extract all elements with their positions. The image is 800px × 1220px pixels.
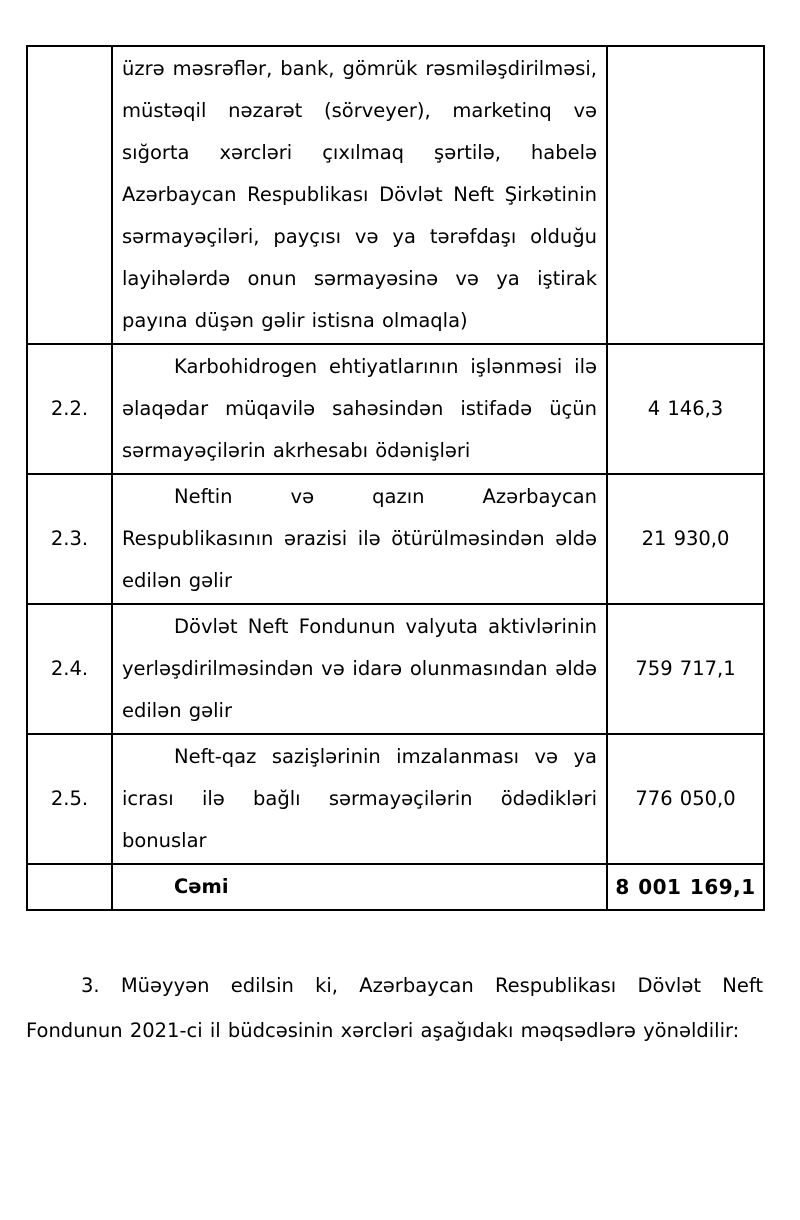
- row-description-cell: Neftin və qazın Azərbaycan Respublikasının ərazisi ilə ötürülməsindən əldə edilən gəlir: [112, 474, 607, 604]
- table-row-2-3: [27, 474, 764, 604]
- row-number-cell: 2.4.: [27, 604, 112, 734]
- row-number-cell: 2.5.: [27, 734, 112, 864]
- row-value-cell: 21 930,0: [607, 474, 764, 604]
- row-number-cell: 2.3.: [27, 474, 112, 604]
- total-value-cell: 8 001 169,1: [607, 864, 764, 910]
- row-number-cell: 2.2.: [27, 344, 112, 474]
- table-row-2-2: [27, 344, 764, 474]
- row-value-cell: 776 050,0: [607, 734, 764, 864]
- row-description-cell: Dövlət Neft Fondunun valyuta aktivlərinin yerləşdirilməsindən və idarə olunmasından əldə edilən gəlir: [112, 604, 607, 734]
- table-total-row: [27, 864, 764, 910]
- table-row-continuation: [27, 46, 764, 344]
- row-description-cell: Karbohidrogen ehtiyatlarının işlənməsi ilə əlaqədar müqavilə sahəsindən istifadə üçün sərmayəçilərin akrhesabı ödənişləri: [112, 344, 607, 474]
- row-value-cell: 4 146,3: [607, 344, 764, 474]
- total-number-cell: [27, 864, 112, 910]
- budget-table: [26, 45, 765, 911]
- document-page: [26, 45, 763, 1053]
- row-value-cell: 759 717,1: [607, 604, 764, 734]
- row-description-cell: Neft-qaz sazişlərinin imzalanması və ya icrası ilə bağlı sərmayəçilərin ödədikləri bonuslar: [112, 734, 607, 864]
- paragraph-section-3: 3. Müəyyən edilsin ki, Azərbaycan Respublikası Dövlət Neft Fondunun 2021-ci il büdcəsinin xərcləri aşağıdakı məqsədlərə yönəldilir:: [26, 974, 763, 1042]
- total-label-cell: Cəmi: [112, 864, 607, 910]
- row-description-cell: üzrə məsrəflər, bank, gömrük rəsmiləşdirilməsi, müstəqil nəzarət (sörveyer), marketinq və sığorta xərcləri çıxılmaq şərtilə, habelə Azərbaycan Respublikası Dövlət Neft Şirkətinin sərmayəçiləri, payçısı və ya tərəfdaşı olduğu layihələrdə onun sərmayəsinə və ya iştirak payına düşən gəlir istisna olmaqla): [112, 46, 607, 344]
- row-value-cell: [607, 46, 764, 344]
- table-row-2-4: [27, 604, 764, 734]
- row-number-cell: [27, 46, 112, 344]
- table-row-2-5: [27, 734, 764, 864]
